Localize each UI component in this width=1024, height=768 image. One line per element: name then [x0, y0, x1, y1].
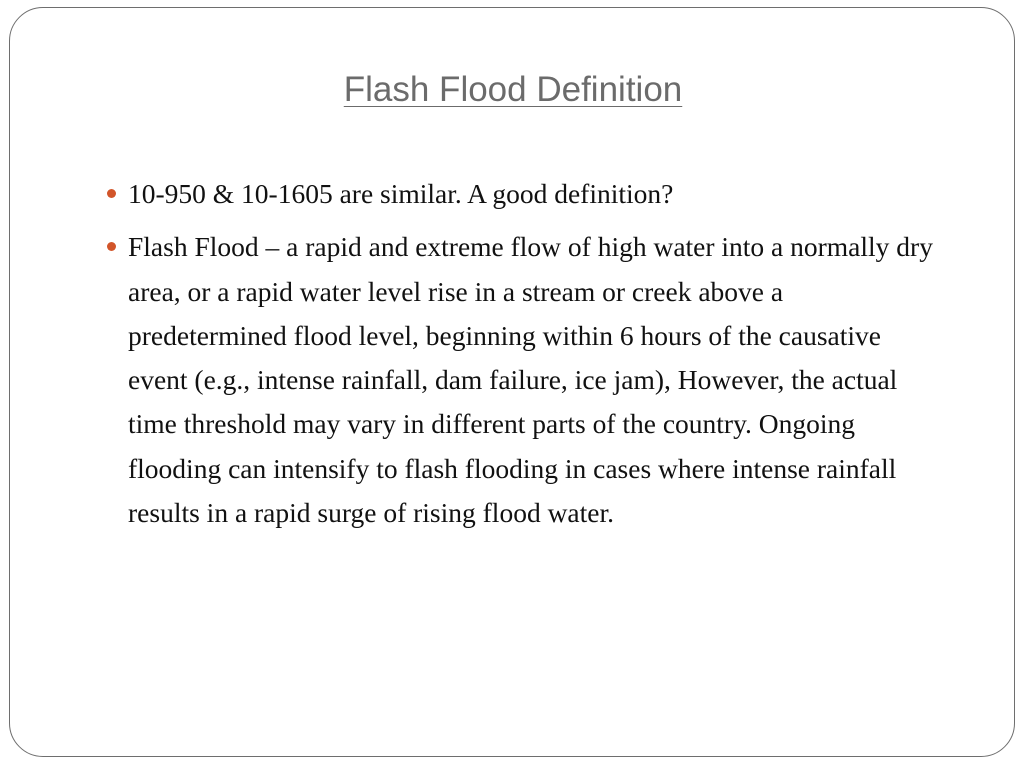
- bullet-item: [107, 225, 947, 535]
- bullet-text: 10-950 & 10-1605 are similar. A good definition?: [128, 178, 674, 209]
- bullet-dot-icon: [107, 189, 116, 198]
- bullet-list: [107, 172, 947, 544]
- bullet-text: Flash Flood – a rapid and extreme flow of high water into a normally dry area, or a rapid water level rise in a stream or creek above a predetermined flood level, beginning within 6 hours of the causative event (e.g., intense rainfall, dam failure, ice jam), However, the actual time threshold may vary in different parts of the country. Ongoing flooding can intensify to flash flooding in cases where intense rainfall results in a rapid surge of rising flood water.: [128, 231, 933, 529]
- bullet-item: [107, 172, 947, 216]
- bullet-dot-icon: [107, 242, 116, 251]
- slide-title: Flash Flood Definition: [343, 70, 683, 109]
- slide-frame: [9, 7, 1015, 757]
